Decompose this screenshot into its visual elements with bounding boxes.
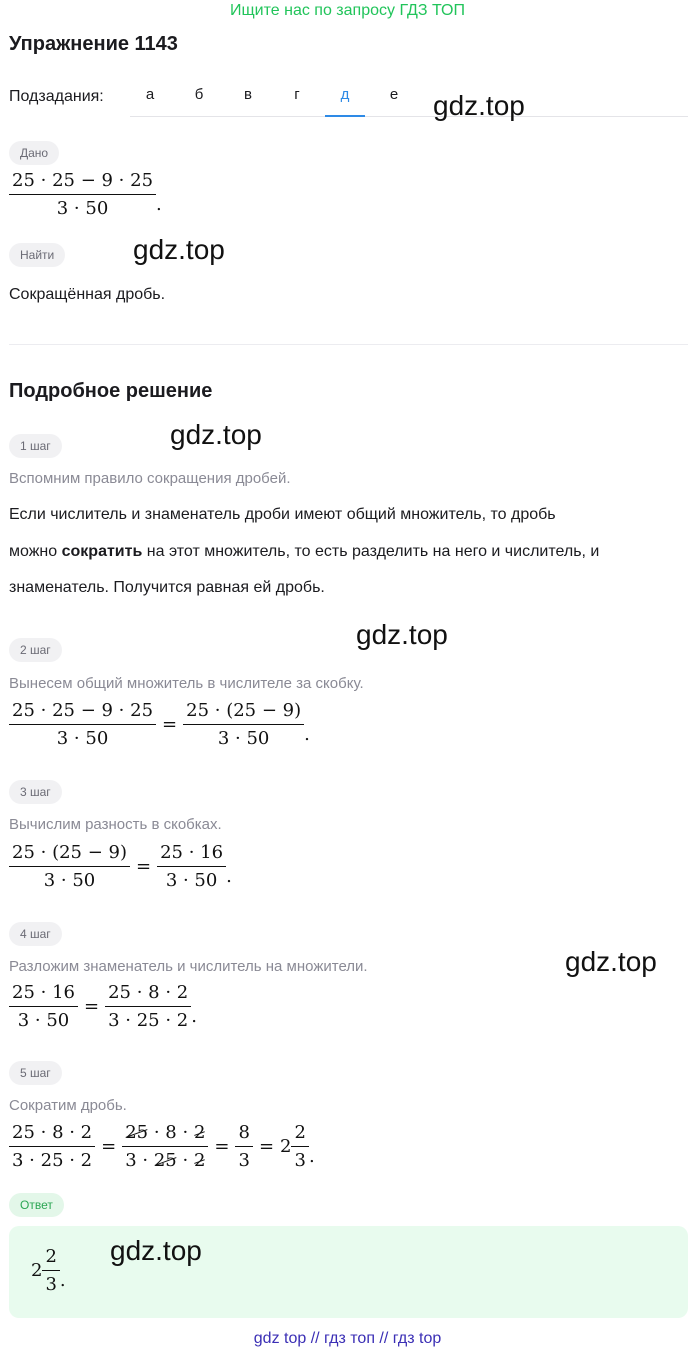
fraction-numerator: 2 [291,1122,308,1147]
equals-sign: = [162,714,178,735]
fraction-denominator: 3 · 25 · 2 [108,1010,189,1031]
given-numerator: 25 · 25 − 9 · 25 [9,170,156,195]
step1-line1: Если числитель и знаменатель дроби имеют общий множитель, то дробь [9,506,556,523]
cancelled-factor: 2 [193,1122,206,1143]
subtasks-tabs [130,76,688,117]
subtasks-label: Подзадания: [9,88,104,105]
step4-badge: 4 шаг [9,922,62,946]
step3-badge: 3 шаг [9,780,62,804]
given-denominator: 3 · 50 [56,198,109,219]
tab-d[interactable]: д [325,86,365,117]
step1-line3: знаменатель. Получится равная ей дробь. [9,579,325,596]
step4-expression [9,982,197,1031]
mixed-whole: 2 [280,1136,292,1157]
fraction-numerator: 25 · 8 · 2 [105,982,191,1007]
step1-line2 [9,534,599,569]
step5-badge: 5 шаг [9,1061,62,1085]
tab-a[interactable]: а [145,86,155,103]
fraction-denominator: 3 · 50 [165,870,218,891]
fraction-denominator: 3 [294,1150,306,1171]
equals-sign: = [101,1136,117,1157]
fraction-numerator: 25 · 8 · 2 [9,1122,95,1147]
step4-note: Разложим знаменатель и числитель на множители. [9,958,368,975]
fraction-denominator: 3 · 50 [43,870,96,891]
step2-badge: 2 шаг [9,638,62,662]
fraction-numerator: 25 · (25 − 9) [183,700,304,725]
fraction-part: · 8 · [148,1122,194,1143]
tab-b[interactable]: б [194,86,204,103]
page-title: Упражнение 1143 [9,33,178,55]
period: . [304,724,310,745]
find-text: Сокращённая дробь. [9,286,166,303]
cancelled-fraction [122,1122,208,1171]
step5-note: Сократим дробь. [9,1097,127,1114]
period: . [226,866,232,887]
fraction-numerator: 25 · 25 − 9 · 25 [9,700,156,725]
given-badge: Дано [9,141,59,165]
watermark: gdz.top [170,419,262,450]
fraction-numerator: 8 [235,1122,252,1147]
step2-note: Вынесем общий множитель в числителе за скобку. [9,675,364,692]
tab-v[interactable]: в [244,86,252,103]
equals-sign: = [258,1136,275,1157]
watermark: gdz.top [110,1235,202,1266]
answer-expression [31,1246,66,1295]
step1-line2-pre: можно [9,543,62,560]
find-badge: Найти [9,243,65,267]
fraction-numerator: 2 [42,1246,59,1271]
fraction-denominator: 3 [45,1274,57,1295]
step1-line2-bold: сократить [61,543,143,560]
fraction-numerator: 25 · 16 [157,842,226,867]
fraction-denominator: 3 · 50 [217,728,270,749]
equals-sign: = [136,856,152,877]
cancelled-factor: 25 [125,1122,149,1143]
fraction-numerator: 25 · 16 [9,982,78,1007]
step3-expression [9,842,232,891]
divider [9,344,688,345]
step2-expression [9,700,310,749]
period: . [156,194,162,215]
tab-e[interactable]: е [389,86,399,103]
promo-banner: Ищите нас по запросу ГДЗ ТОП [230,2,465,19]
period: . [308,1146,315,1167]
given-expression [9,170,162,219]
cancelled-factor: 2 [193,1150,206,1171]
fraction-denominator: 3 · 25 · 2 [12,1150,93,1171]
fraction-part: 3 · [125,1150,154,1171]
fraction-numerator: 25 · (25 − 9) [9,842,130,867]
fraction-part: · [176,1150,194,1171]
step1-badge: 1 шаг [9,434,62,458]
step1-line2-post: на этот множитель, то есть разделить на него и числитель, и [142,543,600,560]
footer-links[interactable]: gdz top // гдз топ // гдз top [253,1330,442,1347]
watermark: gdz.top [565,946,657,977]
fraction-denominator: 3 [238,1150,250,1171]
tab-g[interactable]: г [294,86,300,103]
watermark: gdz.top [356,619,448,650]
mixed-whole: 2 [31,1260,43,1281]
cancelled-factor: 25 [153,1150,177,1171]
watermark: gdz.top [433,90,525,121]
fraction-denominator: 3 · 50 [17,1010,70,1031]
period: . [191,1006,197,1027]
equals-sign: = [83,996,100,1017]
step3-note: Вычислим разность в скобках. [9,816,222,833]
equals-sign: = [214,1136,230,1157]
fraction-denominator: 3 · 50 [56,728,109,749]
answer-badge: Ответ [9,1193,64,1217]
solution-title: Подробное решение [9,380,213,402]
watermark: gdz.top [133,234,225,265]
step1-note: Вспомним правило сокращения дробей. [9,470,291,487]
step5-expression [9,1122,315,1171]
period: . [59,1270,66,1291]
